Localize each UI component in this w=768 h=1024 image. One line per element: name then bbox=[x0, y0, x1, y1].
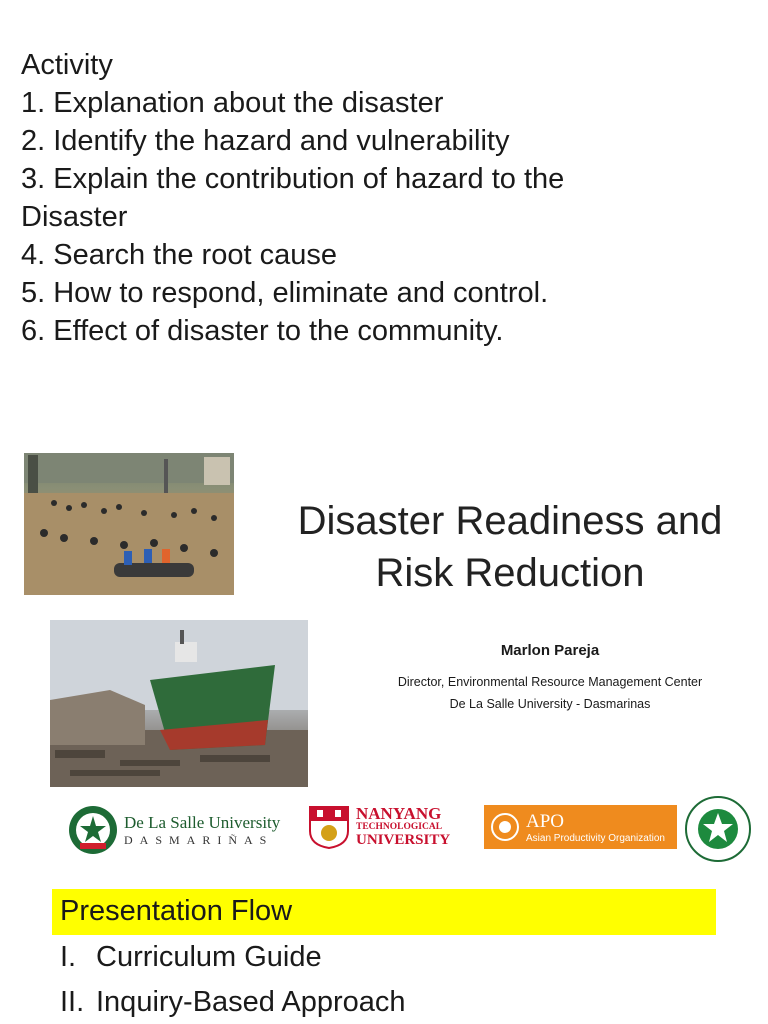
flow-item-number: II. bbox=[60, 986, 85, 1018]
ntu-line3: UNIVERSITY bbox=[356, 832, 451, 848]
ntu-shield-icon bbox=[308, 805, 350, 849]
activity-item: Disaster bbox=[21, 201, 128, 233]
presenter-info bbox=[360, 642, 740, 715]
flow-heading: Presentation Flow bbox=[52, 889, 716, 935]
presentation-flow-slide bbox=[0, 870, 768, 1024]
activity-heading: Activity bbox=[21, 49, 113, 81]
apo-logo bbox=[484, 805, 677, 849]
activity-slide bbox=[0, 0, 768, 420]
ntu-line1: NANYANG bbox=[356, 804, 442, 823]
apo-acronym: APO bbox=[526, 810, 565, 832]
presenter-org: De La Salle University - Dasmarinas bbox=[449, 697, 651, 711]
slide-title bbox=[280, 495, 740, 599]
flow-item bbox=[60, 938, 322, 976]
ntu-logo bbox=[308, 805, 450, 849]
activity-item: 4. Search the root cause bbox=[21, 239, 337, 271]
activity-item: 5. How to respond, eliminate and control. bbox=[21, 277, 549, 309]
ermc-logo bbox=[684, 795, 752, 868]
dlsu-name: De La Salle University bbox=[124, 812, 281, 832]
flow-item-label: Curriculum Guide bbox=[96, 941, 322, 973]
flood-photo bbox=[24, 453, 234, 595]
dlsu-logo bbox=[68, 805, 280, 855]
activity-item: 3. Explain the contribution of hazard to the bbox=[21, 163, 565, 195]
presenter-role: Director, Environmental Resource Management Center bbox=[397, 675, 703, 689]
flow-item-label: Inquiry-Based Approach bbox=[96, 986, 406, 1018]
title-line: Disaster Readiness and bbox=[297, 499, 723, 543]
dlsu-campus: DASMARIÑAS bbox=[124, 832, 274, 847]
apo-fullname: Asian Productivity Organization bbox=[526, 832, 665, 844]
ermc-seal-icon bbox=[684, 795, 752, 863]
presenter-name: Marlon Pareja bbox=[500, 642, 600, 659]
title-line: Risk Reduction bbox=[375, 551, 645, 595]
apo-emblem-icon bbox=[490, 812, 520, 842]
activity-item: 2. Identify the hazard and vulnerability bbox=[21, 125, 510, 157]
ship-photo bbox=[50, 620, 308, 787]
flow-item-number: I. bbox=[60, 941, 77, 973]
title-slide bbox=[0, 440, 768, 870]
flow-item bbox=[60, 983, 406, 1021]
logo-row bbox=[0, 795, 768, 865]
activity-item: 1. Explanation about the disaster bbox=[21, 87, 444, 119]
activity-item: 6. Effect of disaster to the community. bbox=[21, 315, 504, 347]
dlsu-seal-icon bbox=[68, 805, 118, 855]
activity-list bbox=[21, 46, 741, 350]
ntu-line2: TECHNOLOGICAL bbox=[356, 822, 443, 832]
